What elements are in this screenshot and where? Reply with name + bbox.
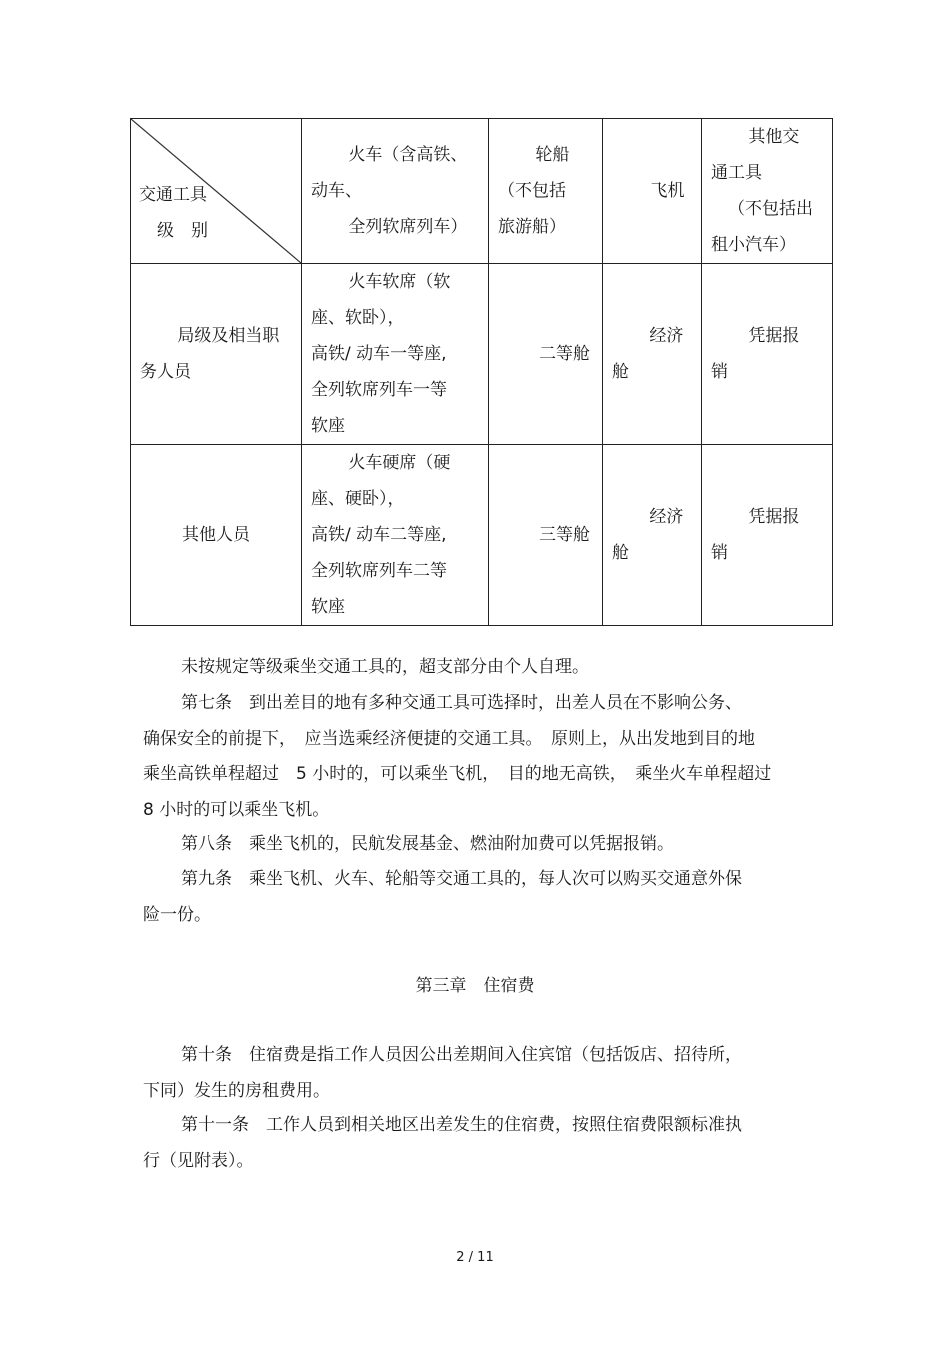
paragraph-article-11: 第十一条 工作人员到相关地区出差发生的住宿费，按照住宿费限额标准执 行（见附表）。: [143, 1115, 742, 1171]
transport-standards-table: [130, 118, 833, 626]
header-train: 火车（含高铁、 动车、 全列软席列车）: [302, 119, 489, 264]
page-number: 2 / 11: [456, 1250, 494, 1265]
train-cell: 火车软席（软 座、软卧）， 高铁/ 动车一等座, 全列软席列车一等 软座: [302, 264, 489, 445]
header-ship: 轮船 （不包括 旅游船）: [489, 119, 603, 264]
corner-label-level: 级 别: [157, 221, 208, 241]
chapter-heading: 第三章 住宿费: [415, 976, 535, 996]
table-row: [131, 445, 833, 626]
level-cell: 局级及相当职 务人员: [131, 264, 302, 445]
paragraph-article-9: 第九条 乘坐飞机、火车、轮船等交通工具的，每人次可以购买交通意外保 险一份。: [143, 869, 742, 925]
paragraph-article-10: 第十条 住宿费是指工作人员因公出差期间入住宾馆（包括饭店、招待所， 下同）发生的房租费用。: [143, 1045, 742, 1101]
train-cell: 火车硬席（硬 座、硬卧）， 高铁/ 动车二等座, 全列软席列车二等 软座: [302, 445, 489, 626]
paragraph-overspend: 未按规定等级乘坐交通工具的，超支部分由个人自理。: [181, 657, 589, 677]
header-other: 其他交 通工具 （不包括出 租小汽车）: [702, 119, 833, 264]
paragraph-article-8: 第八条 乘坐飞机的，民航发展基金、燃油附加费可以凭据报销。: [181, 834, 674, 854]
table-row: [131, 264, 833, 445]
diagonal-header-cell: [131, 119, 302, 264]
table-header-row: [131, 119, 833, 264]
ship-cell: 三等舱: [489, 445, 603, 626]
paragraph-article-7: 第七条 到出差目的地有多种交通工具可选择时，出差人员在不影响公务、 确保安全的前提下， 应当选乘经济便捷的交通工具。 原则上，从出发地到目的地 乘坐高铁单程超过 5 小时的，可以乘坐飞机， 目的地无高铁， 乘坐火车单程超过 8 小时的可以乘坐飞机。: [143, 693, 772, 820]
level-cell: 其他人员: [131, 445, 302, 626]
corner-label-transport: 交通工具: [139, 185, 207, 205]
plane-cell: 经济 舱: [603, 264, 702, 445]
ship-cell: 二等舱: [489, 264, 603, 445]
other-cell: 凭据报 销: [702, 264, 833, 445]
other-cell: 凭据报 销: [702, 445, 833, 626]
plane-cell: 经济 舱: [603, 445, 702, 626]
header-plane: 飞机: [603, 119, 702, 264]
